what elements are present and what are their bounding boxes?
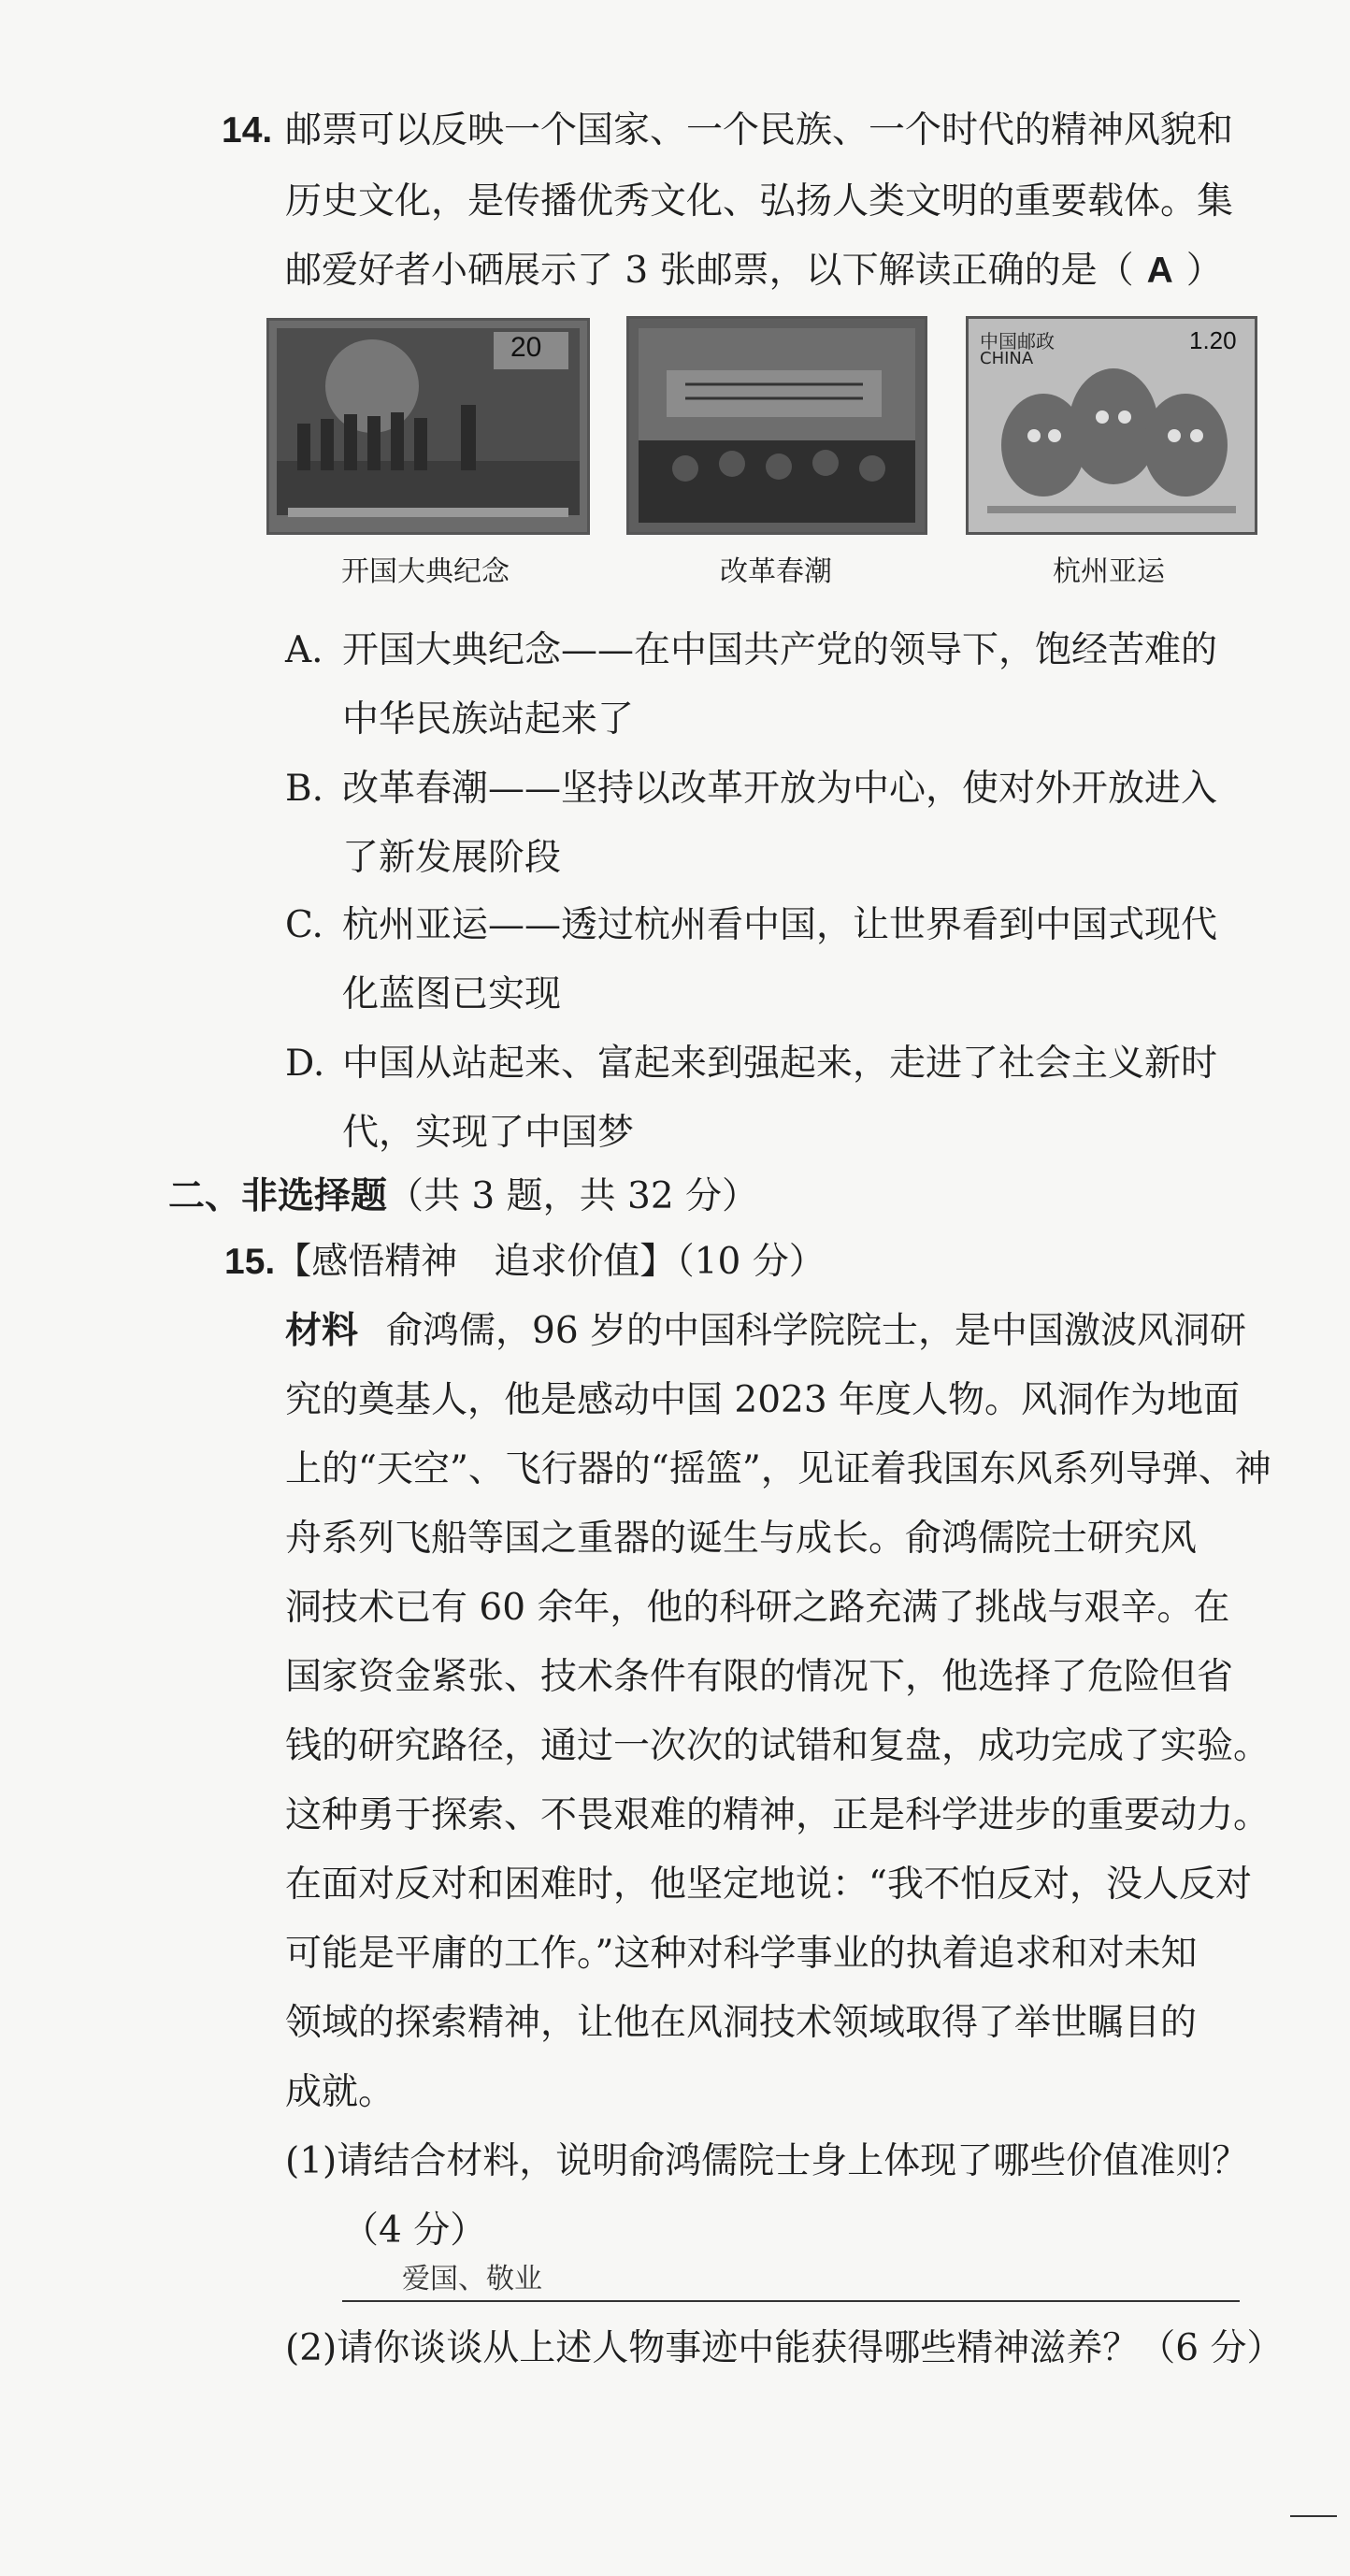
section-2-header [168,1171,758,1223]
question-15-number: 15. [224,1242,276,1282]
material-line-12: 成就。 [285,2071,395,2113]
material-line-7: 钱的研究路径，通过一次次的试错和复盘，成功完成了实验。 [285,1725,1271,1767]
option-d-letter: D. [285,1043,325,1085]
section-2-note: （共 3 题，共 32 分） [387,1175,759,1217]
material-line-9: 在面对反对和困难时，他坚定地说：“我不怕反对，没人反对 [285,1864,1252,1906]
stamp-founding-ceremony [266,318,590,535]
material-line-4: 舟系列飞船等国之重器的诞生与成长。俞鸿儒院士研究风 [285,1518,1198,1560]
question-14-stem-text: 邮爱好者小硒展示了 3 张邮票，以下解读正确的是（ [285,250,1134,292]
question-15-header [224,1236,826,1288]
material-line-11: 领域的探索精神，让他在风洞技术领域取得了举世瞩目的 [285,2002,1198,2044]
option-c-line-1: 杭州亚运——透过杭州看中国，让世界看到中国式现代 [342,904,1218,946]
option-c-letter: C. [285,904,323,946]
question-15-heading: 【感悟精神 追求价值】 [275,1241,677,1283]
option-d-line-2: 代，实现了中国梦 [342,1112,635,1154]
page-margin-mark [1290,2515,1337,2517]
answer-line [342,2300,1240,2302]
question-14-answer: A [1146,251,1173,291]
material-line-8: 这种勇于探索、不畏艰难的精神，正是科学进步的重要动力。 [285,1794,1271,1836]
section-2-title: 二、非选择题 [168,1175,388,1217]
question-14-number: 14. [222,110,273,151]
option-b-line-1: 改革春潮——坚持以改革开放为中心，使对外开放进入 [342,768,1218,810]
stamp-hangzhou-issuer-en: CHINA [980,349,1034,368]
question-14-close-paren: ） [1185,250,1223,292]
sub-question-1-line-2: （4 分） [342,2209,487,2252]
stamp-hangzhou-issuer: 中国邮政 [980,330,1055,353]
option-c-line-2: 化蓝图已实现 [342,973,562,1015]
material-line-2: 究的奠基人，他是感动中国 2023 年度人物。风洞作为地面 [285,1379,1241,1421]
material-text-1: 俞鸿儒，96 岁的中国科学院院士，是中国激波风洞研 [386,1310,1247,1352]
question-15-points: （10 分） [676,1241,826,1283]
stamp-reform-tide-picture [629,319,925,532]
material-line-5: 洞技术已有 60 余年，他的科研之路充满了挑战与艰辛。在 [285,1587,1230,1629]
sub-question-1-answer: 爱国、敬业 [402,2263,542,2295]
material-line-1 [285,1305,1246,1358]
option-a-line-2: 中华民族站起来了 [342,698,635,741]
option-b-line-2: 了新发展阶段 [342,837,562,879]
sub-question-1-line-1: (1)请结合材料，说明俞鸿儒院士身上体现了哪些价值准则？ [285,2140,1249,2182]
option-a-letter: A. [285,629,323,671]
option-b-letter: B. [285,768,324,810]
stamp-caption-hangzhou: 杭州亚运 [1053,555,1165,588]
stamp-caption-reform-tide: 改革春潮 [720,555,832,588]
material-line-10: 可能是平庸的工作。”这种对科学事业的执着追求和对未知 [285,1933,1198,1975]
material-line-3: 上的“天空”、飞行器的“摇篮”，见证着我国东风系列导弹、神 [285,1448,1271,1490]
material-label: 材料 [285,1310,359,1352]
stamp-caption-founding-ceremony: 开国大典纪念 [341,555,510,588]
option-a-line-1: 开国大典纪念——在中国共产党的领导下，饱经苦难的 [342,629,1218,671]
material-line-6: 国家资金紧张、技术条件有限的情况下，他选择了危险但省 [285,1656,1234,1698]
question-14-stem-line-3 [285,245,1223,297]
question-14-stem-line-2: 历史文化，是传播优秀文化、弘扬人类文明的重要载体。集 [285,180,1234,223]
stamp-reform-tide [626,316,927,535]
stamp-hangzhou-asian-games [966,316,1257,535]
stamp-founding-denomination: 20 [510,332,542,363]
stamp-hangzhou-denomination: 1.20 [1189,326,1237,354]
question-14-stem-line-1: 邮票可以反映一个国家、一个民族、一个时代的精神风貌和 [285,109,1234,151]
option-d-line-1: 中国从站起来、富起来到强起来，走进了社会主义新时 [342,1043,1218,1085]
sub-question-2: (2)请你谈谈从上述人物事迹中能获得哪些精神滋养？（6 分） [285,2327,1284,2369]
